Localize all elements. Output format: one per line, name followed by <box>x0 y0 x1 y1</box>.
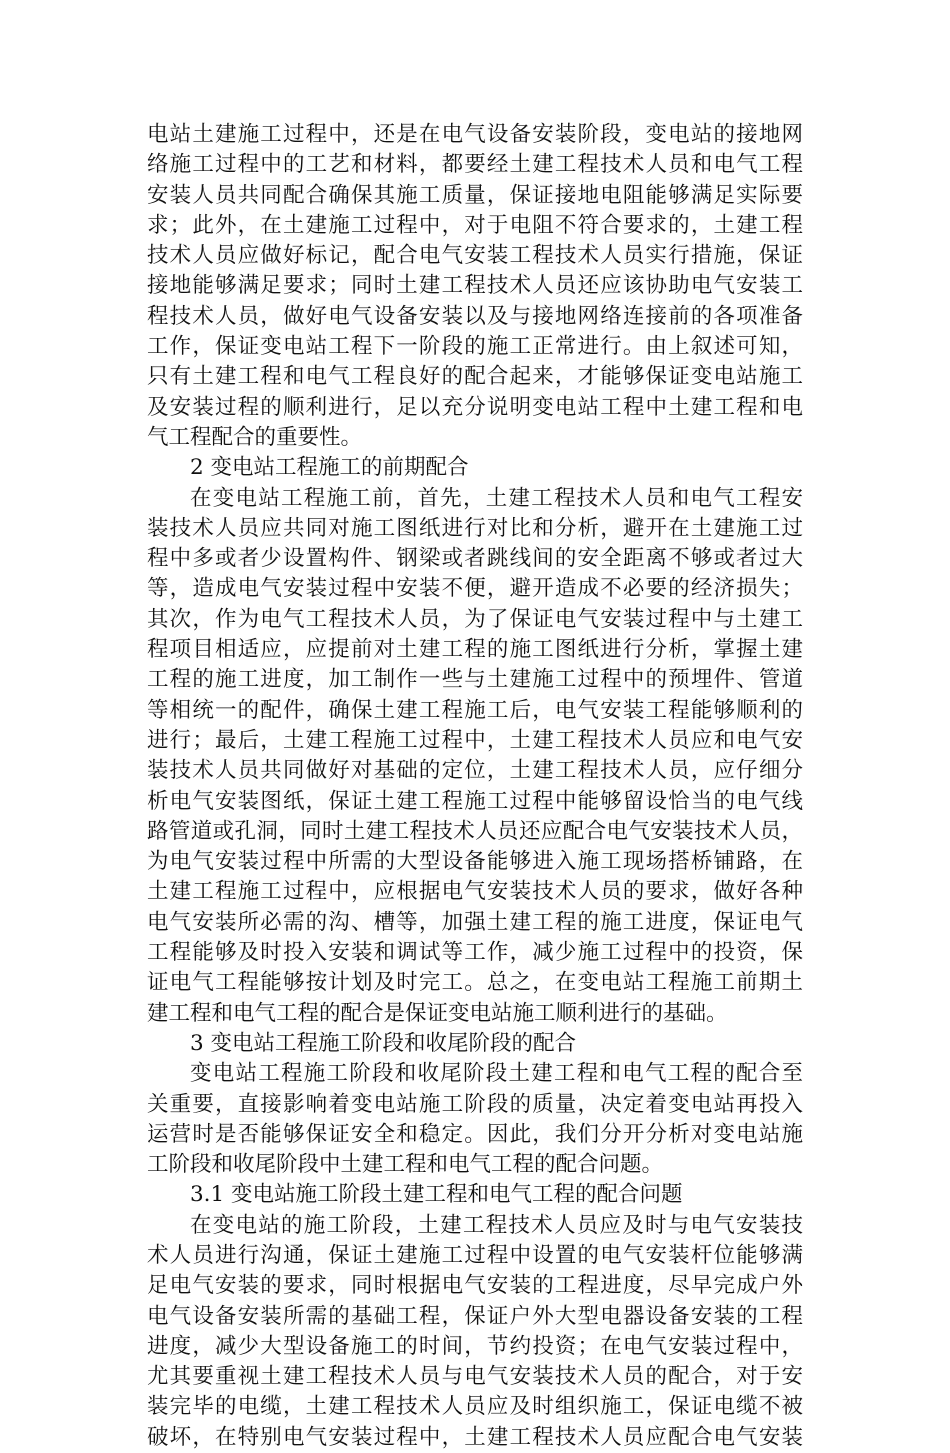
text-line: 只有土建工程和电气工程良好的配合起来，才能够保证变电站施工 <box>147 364 803 390</box>
text-line: 装完毕的电缆，土建工程技术人员应及时组织施工，保证电缆不被 <box>147 1394 803 1420</box>
document-page <box>147 120 803 1453</box>
text-line: 为电气安装过程中所需的大型设备能够进入施工现场搭桥铺路，在 <box>147 849 803 875</box>
text-line: 其次，作为电气工程技术人员，为了保证电气安装过程中与土建工 <box>147 606 803 632</box>
text-line: 工阶段和收尾阶段中土建工程和电气工程的配合问题。 <box>147 1152 664 1178</box>
text-line: 变电站工程施工阶段和收尾阶段土建工程和电气工程的配合至 <box>190 1061 803 1087</box>
text-line: 土建工程施工过程中，应根据电气安装技术人员的要求，做好各种 <box>147 879 803 905</box>
text-line: 接地能够满足要求；同时土建工程技术人员还应该协助电气安装工 <box>147 273 803 299</box>
text-line: 电站土建施工过程中，还是在电气设备安装阶段，变电站的接地网 <box>147 122 803 147</box>
paragraph-4 <box>147 1211 803 1453</box>
text-line: 等，造成电气安装过程中安装不便，避开造成不必要的经济损失； <box>147 576 803 602</box>
text-line: 安装人员共同配合确保其施工质量，保证接地电阻能够满足实际要 <box>147 182 803 208</box>
section-heading-2: 2 变电站工程施工的前期配合 <box>190 455 469 481</box>
section-heading-3: 3 变电站工程施工阶段和收尾阶段的配合 <box>190 1030 577 1056</box>
text-line: 在变电站的施工阶段，土建工程技术人员应及时与电气安装技 <box>190 1212 803 1238</box>
text-line: 求；此外，在土建施工过程中，对于电阻不符合要求的，土建工程 <box>147 212 803 238</box>
text-line: 技术人员应做好标记，配合电气安装工程技术人员实行措施，保证 <box>147 243 803 269</box>
text-line: 电气设备安装所需的基础工程，保证户外大型电器设备安装的工程 <box>147 1303 803 1329</box>
text-line: 络施工过程中的工艺和材料，都要经土建工程技术人员和电气工程 <box>147 152 803 178</box>
text-line: 破坏，在特别电气安装过程中，土建工程技术人员应配合电气安装 <box>147 1424 803 1450</box>
paragraph-3 <box>147 1059 803 1180</box>
paragraph-2 <box>147 484 803 1029</box>
text-line: 工作，保证变电站工程下一阶段的施工正常进行。由上叙述可知， <box>147 334 803 360</box>
text-line: 析电气安装图纸，保证土建工程施工过程中能够留设恰当的电气线 <box>147 788 803 814</box>
text-line: 进度，减少大型设备施工的时间，节约投资；在电气安装过程中， <box>147 1333 803 1359</box>
text-line: 证电气工程能够按计划及时完工。总之，在变电站工程施工前期土 <box>147 970 803 996</box>
text-line: 工程能够及时投入安装和调试等工作，减少施工过程中的投资，保 <box>147 940 803 966</box>
text-line: 运营时是否能够保证安全和稳定。因此，我们分开分析对变电站施 <box>147 1121 803 1147</box>
text-line: 路管道或孔洞，同时土建工程技术人员还应配合电气安装技术人员， <box>147 818 803 844</box>
text-line: 装技术人员应共同对施工图纸进行对比和分析，避开在土建施工过 <box>147 515 803 541</box>
text-line: 足电气安装的要求，同时根据电气安装的工程进度，尽早完成户外 <box>147 1273 803 1299</box>
text-line: 电气安装所必需的沟、槽等，加强土建工程的施工进度，保证电气 <box>147 909 803 935</box>
text-line: 程技术人员，做好电气设备安装以及与接地网络连接前的各项准备 <box>147 303 803 329</box>
text-line: 关重要，直接影响着变电站施工阶段的质量，决定着变电站再投入 <box>147 1091 803 1117</box>
text-line: 工程的施工进度，加工制作一些与土建施工过程中的预埋件、管道 <box>147 667 803 693</box>
text-line: 装技术人员共同做好对基础的定位，土建工程技术人员，应仔细分 <box>147 758 803 784</box>
text-line: 程中多或者少设置构件、钢梁或者跳线间的安全距离不够或者过大 <box>147 546 803 572</box>
text-line: 在变电站工程施工前，首先，土建工程技术人员和电气工程安 <box>190 485 803 511</box>
text-line: 气工程配合的重要性。 <box>147 424 363 450</box>
text-line: 建工程和电气工程的配合是保证变电站施工顺利进行的基础。 <box>147 1000 728 1026</box>
text-line: 及安装过程的顺利进行，足以充分说明变电站工程中土建工程和电 <box>147 394 803 420</box>
text-line: 术人员进行沟通，保证土建施工过程中设置的电气安装杆位能够满 <box>147 1242 803 1268</box>
text-line: 程项目相适应，应提前对土建工程的施工图纸进行分析，掌握土建 <box>147 637 803 663</box>
text-line: 尤其要重视土建工程技术人员与电气安装技术人员的配合，对于安 <box>147 1364 803 1390</box>
paragraph-1 <box>147 120 803 453</box>
section-heading-3-1: 3.1 变电站施工阶段土建工程和电气工程的配合问题 <box>190 1182 683 1208</box>
text-line: 进行；最后，土建工程施工过程中，土建工程技术人员应和电气安 <box>147 727 803 753</box>
text-line: 等相统一的配件，确保土建工程施工后，电气安装工程能够顺利的 <box>147 697 803 723</box>
